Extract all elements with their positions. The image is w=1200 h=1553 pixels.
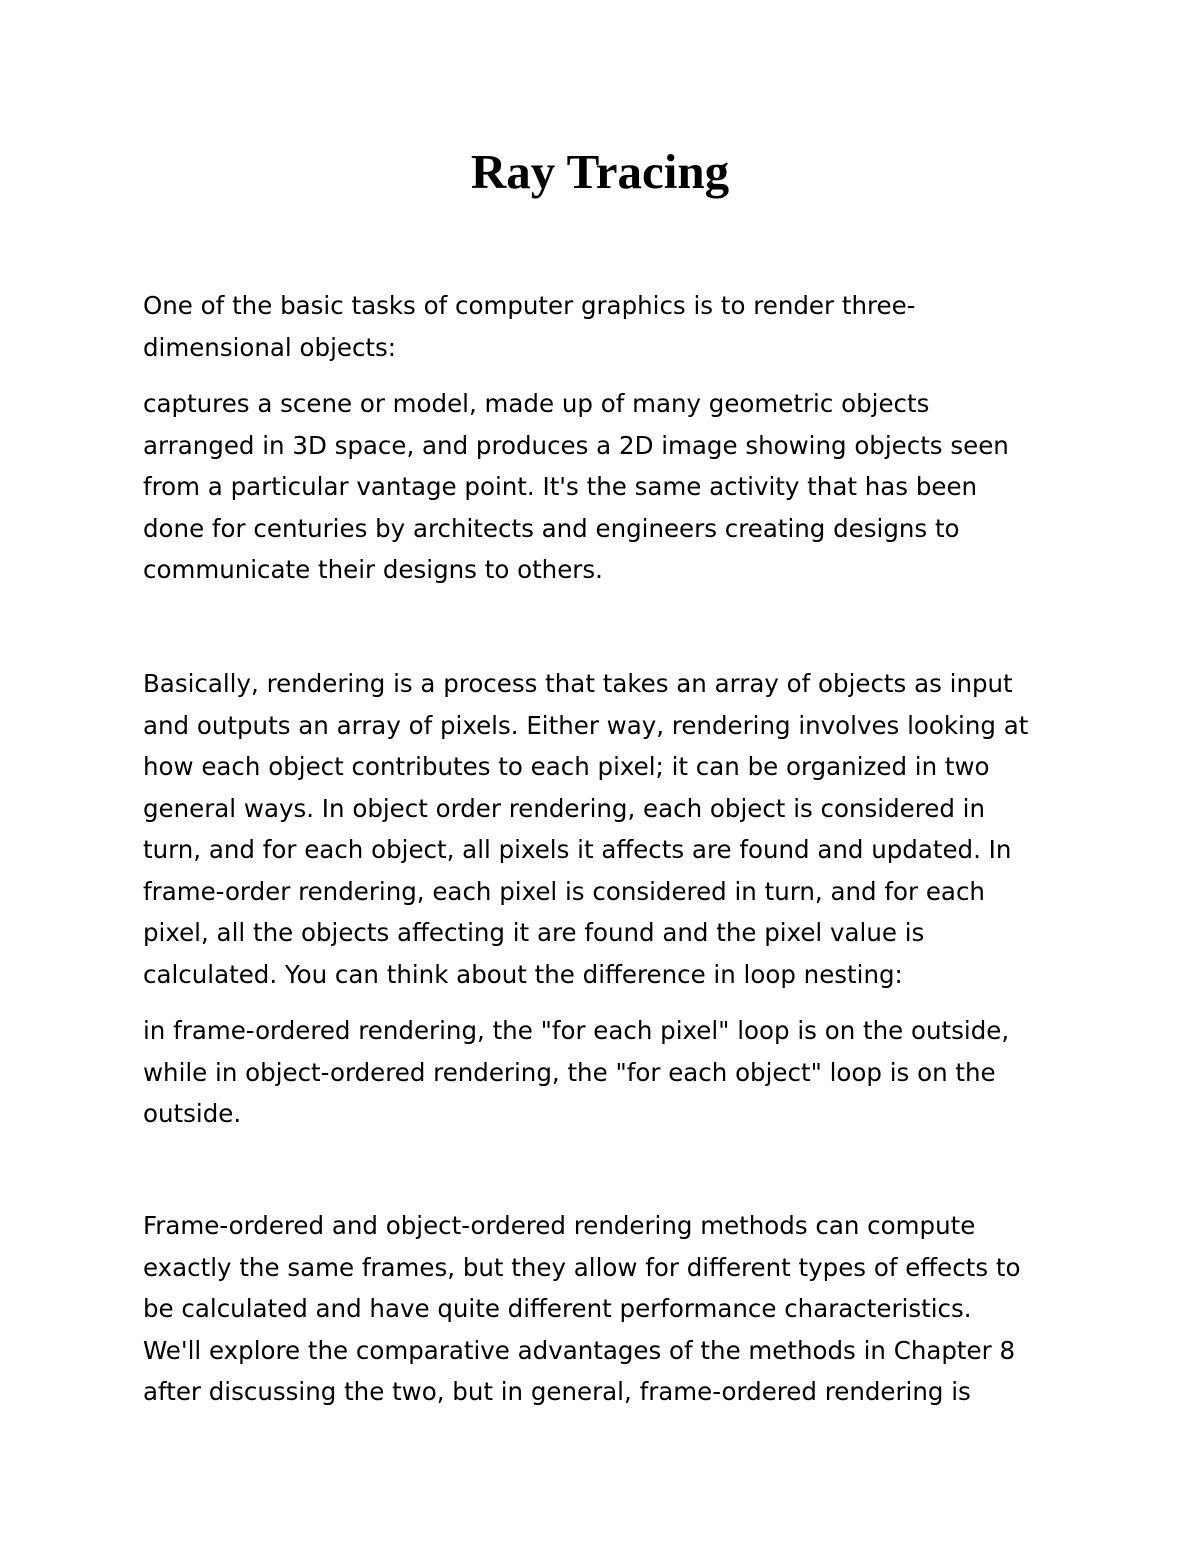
text-line: One of the basic tasks of computer graphics is to render three- — [143, 291, 916, 320]
text-line: be calculated and have quite different performance characteristics. — [143, 1294, 972, 1323]
text-line: and outputs an array of pixels. Either way, rendering involves looking at — [143, 710, 1029, 740]
text-line: from a particular vantage point. It's the same activity that has been — [143, 472, 978, 501]
text-line: how each object contributes to each pixel; it can be organized in two — [143, 752, 990, 781]
text-line: in frame-ordered rendering, the "for each pixel" loop is on the outside, — [143, 1016, 1010, 1045]
text-line: Frame-ordered and object-ordered rendering methods can compute — [143, 1211, 976, 1240]
text-line: after discussing the two, but in general, frame-ordered rendering is — [143, 1377, 971, 1406]
text-line: done for centuries by architects and engineers creating designs to — [143, 513, 960, 543]
paragraph-scene-description — [143, 383, 1063, 591]
text-line: communicate their designs to others. — [143, 555, 603, 584]
text-line: general ways. In object order rendering, each object is considered in — [143, 793, 986, 823]
text-line: frame-order rendering, each pixel is considered in turn, and for each — [143, 876, 985, 906]
text-line: outside. — [143, 1099, 242, 1128]
text-line: We'll explore the comparative advantages of the methods in Chapter 8 — [143, 1335, 1016, 1365]
paragraph-comparison — [143, 1205, 1063, 1413]
text-line: arranged in 3D space, and produces a 2D image showing objects seen — [143, 430, 1009, 460]
text-line: exactly the same frames, but they allow for different types of effects to — [143, 1252, 1021, 1282]
text-line: dimensional objects: — [143, 332, 397, 362]
page-title: Ray Tracing — [470, 144, 730, 199]
paragraph-loop-nesting — [143, 1010, 1063, 1135]
text-line: Basically, rendering is a process that takes an array of objects as input — [143, 669, 1013, 698]
paragraph-rendering-process — [143, 663, 1063, 995]
paragraph-intro — [143, 285, 1063, 368]
text-line: calculated. You can think about the difference in loop nesting: — [143, 959, 903, 989]
text-line: pixel, all the objects affecting it are found and the pixel value is — [143, 918, 925, 947]
text-line: while in object-ordered rendering, the "for each object" loop is on the — [143, 1057, 996, 1087]
text-line: captures a scene or model, made up of many geometric objects — [143, 389, 930, 418]
text-line: turn, and for each object, all pixels it affects are found and updated. In — [143, 835, 1012, 864]
